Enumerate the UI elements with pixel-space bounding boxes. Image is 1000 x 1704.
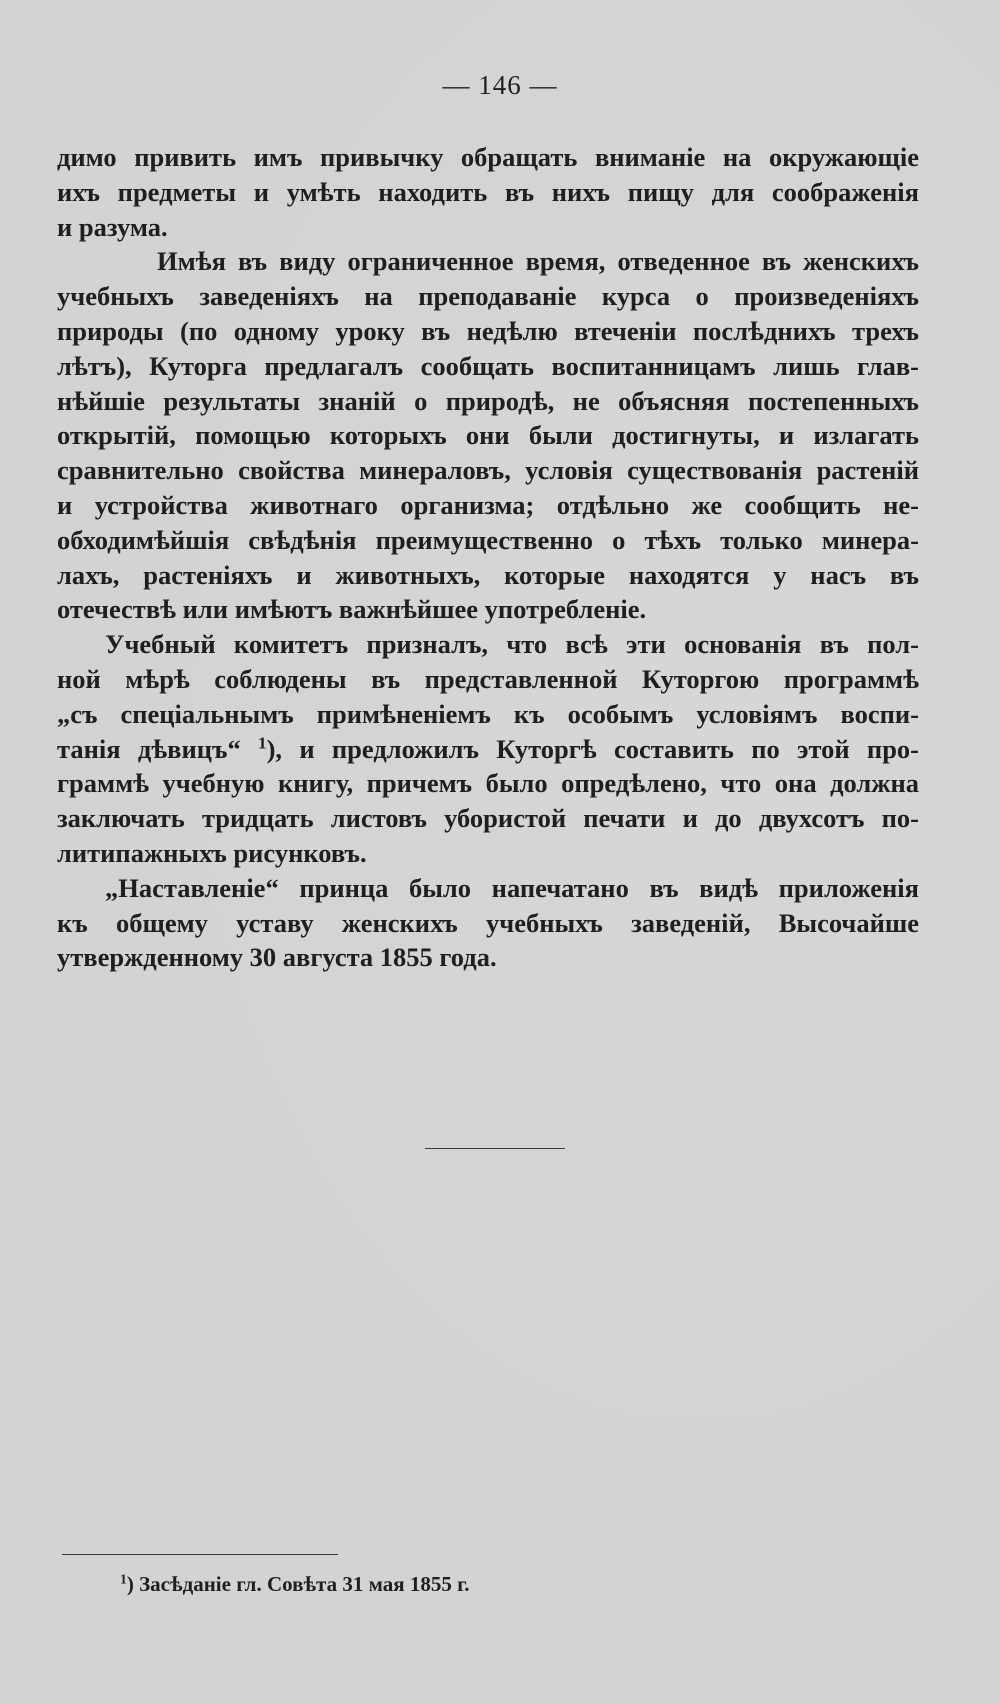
paragraph-2	[57, 244, 919, 627]
text-fragment: танія дѣвицъ“	[57, 733, 241, 764]
footnote	[120, 1572, 470, 1597]
text-line: лахъ, растеніяхъ и животныхъ, которые находятся у насъ въ	[57, 559, 919, 590]
footnote-text: ) Засѣданіе гл. Совѣта 31 мая 1855 г.	[126, 1572, 470, 1596]
text-line: открытій, помощью которыхъ они были достигнуты, и излагать	[57, 420, 919, 451]
text-line: нѣйшіе результаты знаній о природѣ, не объясняя постепенныхъ	[57, 385, 919, 416]
text-line: Имѣя въ виду ограниченное время, отведенное въ женскихъ	[157, 246, 919, 277]
text-line: Учебный комитетъ призналъ, что всѣ эти основанія въ пол-	[105, 629, 919, 660]
section-divider	[425, 1148, 565, 1149]
footnote-divider	[62, 1554, 338, 1555]
footnote-reference: 1	[258, 733, 267, 753]
text-fragment: ), и предложилъ Куторгѣ составить по этой про-	[266, 733, 920, 764]
text-line: литипажныхъ рисунковъ.	[57, 837, 367, 868]
text-line: ихъ предметы и умѣть находить въ нихъ пищу для соображенія	[57, 176, 919, 207]
main-text	[57, 140, 919, 975]
paragraph-3	[57, 627, 919, 871]
text-line: заключать тридцать листовъ убористой печати и до двухсотъ по-	[57, 803, 919, 834]
text-line: граммѣ учебную книгу, причемъ было опредѣлено, что она должна	[57, 768, 919, 799]
text-line: и разума.	[57, 211, 168, 242]
text-line: отечествѣ или имѣютъ важнѣйшее употребленіе.	[57, 594, 647, 625]
text-line: ной мѣрѣ соблюдены въ представленной Куторгою программѣ	[57, 663, 919, 694]
text-line: и устройства животнаго организма; отдѣльно же сообщить не-	[57, 489, 919, 520]
text-line: „Наставленіе“ принца было напечатано въ видѣ приложенія	[105, 872, 919, 903]
text-line: къ общему уставу женскихъ учебныхъ заведеній, Высочайше	[57, 907, 919, 938]
text-line-with-footnote	[57, 732, 919, 767]
text-line: обходимѣйшія свѣдѣнія преимущественно о тѣхъ только минера-	[57, 524, 919, 555]
text-line: димо привить имъ привычку обращать вниманіе на окружающіе	[57, 142, 919, 172]
text-line: „съ спеціальнымъ примѣненіемъ къ особымъ условіямъ воспи-	[57, 698, 919, 729]
text-line: утвержденному 30 августа 1855 года.	[57, 942, 497, 973]
page-number: — 146 —	[442, 70, 558, 100]
text-line: лѣтъ), Куторга предлагалъ сообщать воспитанницамъ лишь глав-	[57, 350, 919, 381]
text-line: природы (по одному уроку въ недѣлю втеченіи послѣднихъ трехъ	[57, 315, 919, 346]
paragraph-1	[57, 140, 919, 244]
footnote-marker: 1	[120, 1571, 127, 1587]
paragraph-4	[57, 871, 919, 975]
text-line: сравнительно свойства минераловъ, условія существованія растеній	[57, 455, 919, 486]
text-line: учебныхъ заведеніяхъ на преподаваніе курса о произведеніяхъ	[57, 281, 919, 312]
